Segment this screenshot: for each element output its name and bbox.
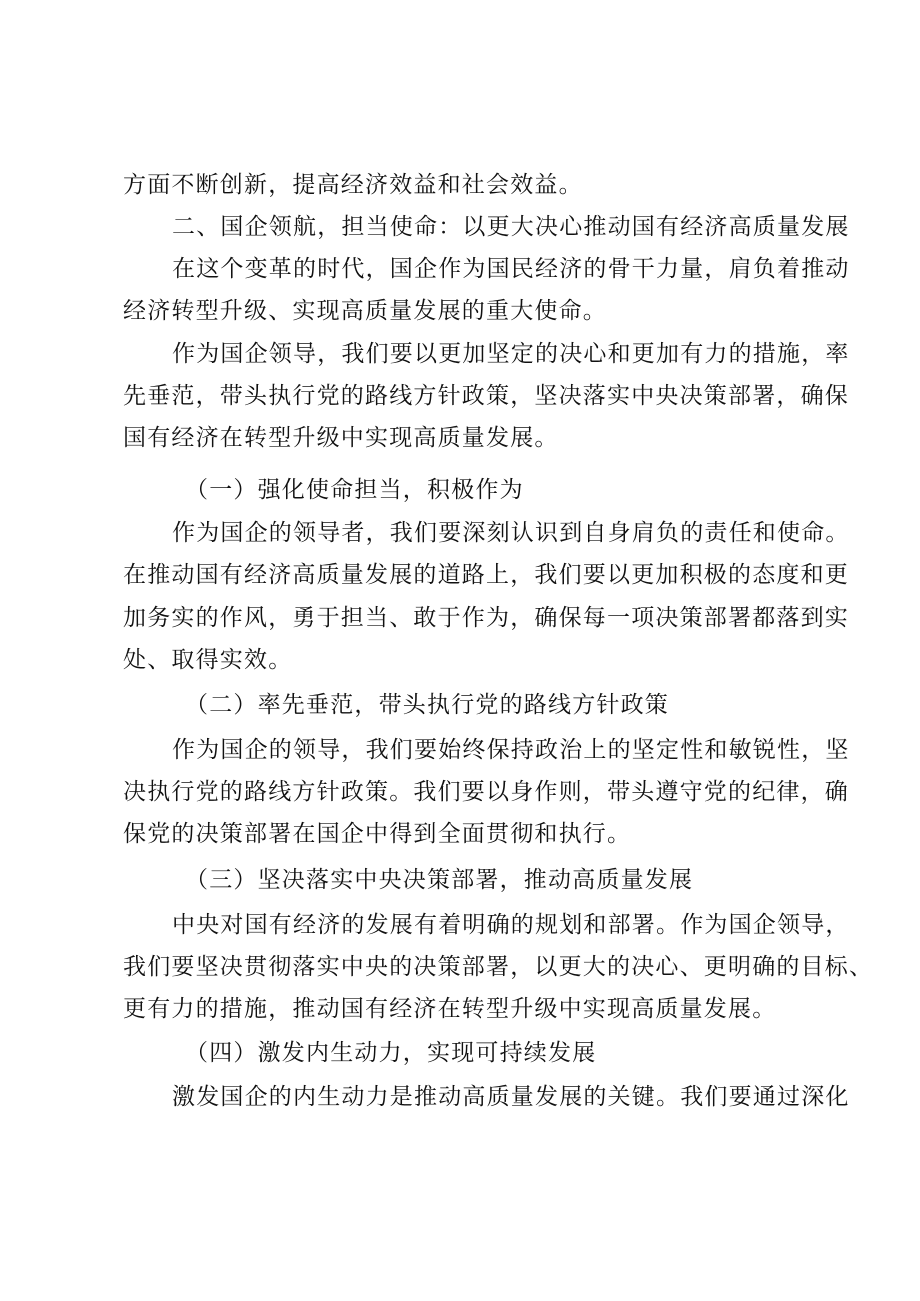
body-text-line: 保党的决策部署在国企中得到全面贯彻和执行。 xyxy=(123,821,632,847)
body-text-line: 加务实的作风，勇于担当、敢于作为，确保每一项决策部署都落到实 xyxy=(123,605,849,631)
subsection-heading: （二）率先垂范，带头执行党的路线方针政策 xyxy=(185,692,669,718)
body-text-line: 作为国企的领导，我们要始终保持政治上的坚定性和敏锐性，坚 xyxy=(172,737,850,763)
subsection-heading: （三）坚决落实中央决策部署，推动高质量发展 xyxy=(185,867,694,893)
section-heading: 二、国企领航，担当使命：以更大决心推动国有经济高质量发展 xyxy=(172,214,850,240)
body-text-line: 在这个变革的时代，国企作为国民经济的骨干力量，肩负着推动 xyxy=(172,256,850,282)
body-text-line: 国有经济在转型升级中实现高质量发展。 xyxy=(123,425,559,451)
body-text-line: 决执行党的路线方针政策。我们要以身作则，带头遵守党的纪律，确 xyxy=(123,779,849,805)
subsection-heading: （一）强化使命担当，积极作为 xyxy=(185,477,524,503)
body-text-line: 经济转型升级、实现高质量发展的重大使命。 xyxy=(123,298,607,324)
body-text-line: 作为国企的领导者，我们要深刻认识到自身肩负的责任和使命。 xyxy=(172,520,850,546)
body-text-line: 中央对国有经济的发展有着明确的规划和部署。作为国企领导， xyxy=(172,912,850,938)
body-text-line: 更有力的措施，推动国有经济在转型升级中实现高质量发展。 xyxy=(123,996,777,1022)
body-text-line: 方面不断创新，提高经济效益和社会效益。 xyxy=(123,172,583,198)
body-text-line: 我们要坚决贯彻落实中央的决策部署，以更大的决心、更明确的目标、 xyxy=(123,954,874,980)
body-text-line: 先垂范，带头执行党的路线方针政策，坚决落实中央决策部署，确保 xyxy=(123,383,849,409)
body-text-line: 在推动国有经济高质量发展的道路上，我们要以更加积极的态度和更 xyxy=(123,562,849,588)
body-text-line: 作为国企领导，我们要以更加坚定的决心和更加有力的措施，率 xyxy=(172,341,850,367)
subsection-heading: （四）激发内生动力，实现可持续发展 xyxy=(185,1040,597,1066)
body-text-line: 激发国企的内生动力是推动高质量发展的关键。我们要通过深化 xyxy=(172,1084,850,1110)
body-text-line: 处、取得实效。 xyxy=(123,647,293,673)
